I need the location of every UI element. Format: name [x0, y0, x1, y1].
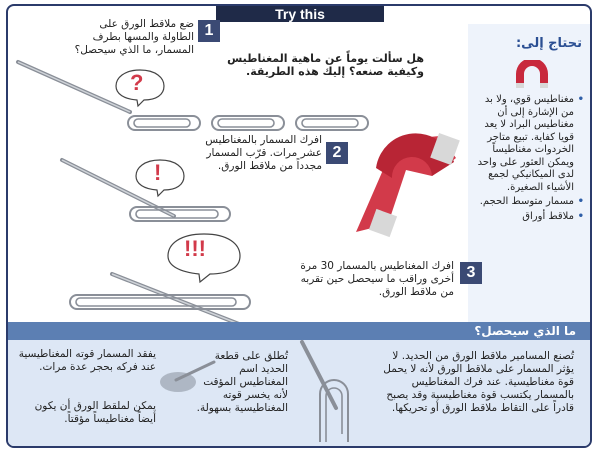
bubble-exclaim-mark: ! — [154, 160, 162, 185]
step-2-text: افرك المسمار بالمغناطيس عشر مرات. قرّب المسمار مجدداً من ملاقط الورق. — [205, 134, 322, 172]
material-item: • مسمار متوسط الحجم. — [472, 196, 584, 209]
explanation-heading: ما الذي سيحصل؟ — [474, 324, 576, 338]
step-3-number: 3 — [460, 262, 482, 284]
explanation-text-left-1: يفقد المسمار قوته المغناطيسية عند فركه بحجر عدة مرات. — [18, 348, 156, 373]
explanation-text-left-2: يمكن لملقط الورق أن يكون أيضاً مغناطيساً مؤقتاً. — [34, 400, 156, 425]
materials-heading: تحتاج إلى: — [515, 36, 582, 51]
page-title: Try this — [216, 6, 384, 22]
horseshoe-magnet-illustration — [336, 128, 466, 238]
paper-clip-single — [128, 202, 238, 226]
step-2-number: 2 — [326, 142, 348, 164]
material-item: • مغناطيس قوي، ولا بد من الإشارة إلى أن مغناطيس البراد لا يعد قويا كفاية. تبيع متاجر الخردوات مغناطيساً ويمكن العثور على واحد لدى الميكانيكي لجمع الأشياء الصغيرة. — [472, 94, 584, 194]
nail-in-clip-illustration — [292, 338, 372, 446]
step-3-text: افرك المغناطيس بالمسمار 30 مرة أخرى وراقب ما سيحصل حين تقربه من ملاقط الورق. — [300, 260, 454, 298]
intro-text: هل سألت يوماً عن ماهية المغناطيس وكيفية صنعه؟ إليك هذه الطريقة. — [227, 52, 424, 78]
explanation-text-middle: تُطلق على قطعة الحديد اسم المغناطيس المؤقت لأنه يخسر قوته المغناطيسية بسهولة. — [196, 350, 288, 414]
explanation-text-right: تُصنع المسامير ملاقط الورق من الحديد. لا يؤثر المسمار على ملاقط الورق لأنه لا يحمل قوة مغناطيسية. عند فرك المغناطيس بالمسمار يكتسب قوة مغناطيسية وقد يصبح قادراً على التقاط ملاقط الورق أو تحريكها. — [383, 350, 574, 414]
nail-illustration — [14, 56, 134, 116]
rock-nail-illustration — [156, 358, 216, 394]
materials-panel — [468, 24, 590, 324]
magnet-icon — [512, 60, 552, 90]
bubble-question-mark: ? — [130, 70, 144, 95]
bubble-triple-exclaim: !!! — [184, 236, 206, 261]
page-frame — [6, 4, 592, 448]
step-1-number: 1 — [198, 20, 220, 42]
paper-clip-attached — [68, 290, 258, 314]
material-item: • ملاقط أوراق — [472, 211, 584, 224]
materials-list — [472, 94, 584, 225]
step-1-text: ضع ملاقط الورق على الطاولة والمسها بطرف المسمار، ما الذي سيحصل؟ — [74, 18, 194, 56]
